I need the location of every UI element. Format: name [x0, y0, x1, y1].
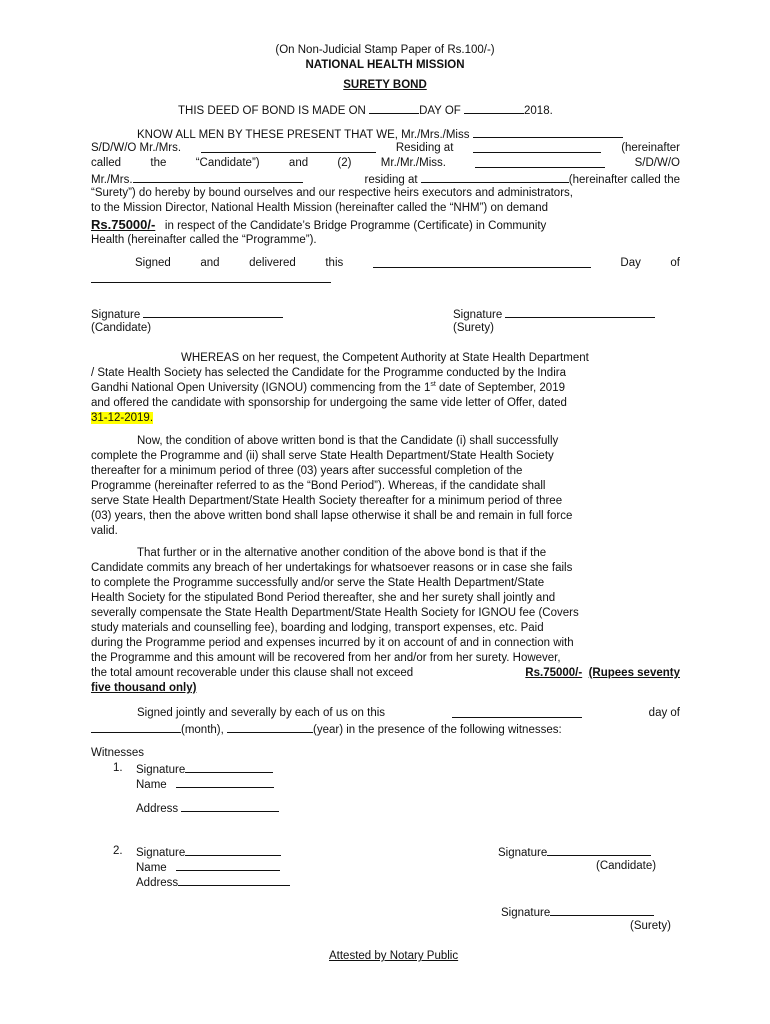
notary-attestation: Attested by Notary Public — [329, 950, 459, 962]
surety-role-top: (Surety) — [453, 322, 494, 334]
witness-1-number: 1. — [113, 762, 123, 774]
candidate-parent-blank — [201, 141, 376, 153]
deed-day-of-text: DAY OF — [419, 105, 461, 117]
amount-in-words-cont: five thousand only) — [91, 682, 197, 694]
whereas-paragraph — [91, 351, 680, 426]
parties-line-4b: residing at — [364, 174, 418, 186]
witness-2-number: 2. — [113, 845, 123, 857]
witness-2-signature-label: Signature — [136, 847, 186, 859]
condition-line-7: valid. — [91, 525, 118, 537]
parties-line-8: Health (hereinafter called the “Programme”). — [91, 234, 317, 246]
breach-line-8: the Programme and this amount will be recovered from her and/or from her surety. However, — [91, 652, 561, 664]
signed-word-5: Day — [620, 257, 641, 269]
condition-line-4: Programme (hereinafter referred to as the “Bond Period”). Whereas, if the candidate shall — [91, 480, 546, 492]
month-label: (month), — [181, 724, 224, 736]
signed-word-4: this — [325, 257, 344, 269]
candidate-role-bottom: (Candidate) — [596, 860, 657, 872]
parties-line-6: to the Mission Director, National Health Mission (hereinafter called the “NHM”) on demand — [91, 202, 549, 214]
deed-month-blank — [464, 102, 524, 114]
breach-line-1: That further or in the alternative another condition of the above bond is that if the — [137, 547, 547, 559]
parties-paragraph — [91, 126, 680, 248]
stamp-note: (On Non-Judicial Stamp Paper of Rs.100/-) — [275, 44, 495, 56]
signed-word-6: of — [670, 257, 680, 269]
jointly-line-1b: day of — [648, 707, 680, 719]
whereas-line-1: WHEREAS on her request, the Competent Authority at State Health Department — [181, 352, 589, 364]
breach-line-5: severally compensate the State Health Department/State Health Society for IGNOU fee (Covers — [91, 607, 579, 619]
witnesses-heading: Witnesses — [91, 747, 145, 759]
jointly-date-blank — [452, 706, 582, 718]
parties-line-5: “Surety”) do hereby by bound ourselves and our respective heirs executors and administrators, — [91, 187, 573, 199]
candidate-role-top: (Candidate) — [91, 322, 152, 334]
signed-delivered-line — [91, 256, 680, 286]
candidate-address-blank — [473, 141, 601, 153]
witness-2-name-blank — [176, 859, 280, 871]
witness-1-address-blank — [181, 800, 279, 812]
jointly-paragraph — [91, 706, 680, 736]
surety-signature-bottom-blank — [550, 904, 654, 916]
breach-line-4: Health Society for the stipulated Bond Period thereafter, she and her surety shall jointly and — [91, 592, 556, 604]
parties-line-7: in respect of the Candidate’s Bridge Programme (Certificate) in Community — [164, 220, 547, 232]
witness-2-address-label: Address — [136, 877, 179, 889]
parties-line-2a: S/D/W/O Mr./Mrs. — [91, 142, 182, 154]
jointly-line-1a: Signed jointly and severally by each of us on this — [137, 707, 386, 719]
candidate-signature-blank — [143, 306, 283, 318]
year-label: (year) in the presence of the following witnesses: — [313, 724, 562, 736]
whereas-sup: st — [430, 381, 436, 389]
max-recoverable-amount: Rs.75000/- — [525, 667, 583, 679]
parties-line-3d: and — [288, 157, 309, 169]
whereas-line-2: / State Health Society has selected the Candidate for the Programme conducted by the Indira — [91, 367, 566, 379]
month-blank — [91, 721, 181, 733]
witness-1-name-label: Name — [136, 779, 167, 791]
candidate-signature-label: Signature — [91, 309, 141, 321]
parties-line-3b: the — [150, 157, 167, 169]
candidate-name-blank — [473, 126, 623, 138]
breach-line-3: to complete the Programme successfully and/or serve the State Health Department/State — [91, 577, 545, 589]
parties-line-4c: (hereinafter called the — [568, 174, 680, 186]
surety-signature-label: Signature — [453, 309, 503, 321]
witness-1-signature-label: Signature — [136, 764, 186, 776]
parties-line-3f: Mr./Mr./Miss. — [380, 157, 446, 169]
signed-word-2: and — [200, 257, 220, 269]
candidate-signature-bottom-blank — [547, 844, 651, 856]
witness-1-address-label: Address — [136, 803, 179, 815]
document-title: SURETY BOND — [343, 79, 427, 91]
surety-role-bottom: (Surety) — [630, 920, 671, 932]
signed-word-3: delivered — [249, 257, 296, 269]
witness-2-address-blank — [178, 874, 290, 886]
witness-1-signature-blank — [185, 761, 273, 773]
organization-title: NATIONAL HEALTH MISSION — [305, 59, 465, 71]
condition-line-6: (03) years, then the above written bond shall lapse otherwise it shall be and remain in full force — [91, 510, 573, 522]
parties-line-3a: called — [91, 157, 122, 169]
delivery-place-blank — [91, 271, 331, 283]
surety-signature-blank — [505, 306, 655, 318]
condition-line-2: complete the Programme and (ii) shall serve State Health Department/State Health Society — [91, 450, 554, 462]
parties-line-2b: Residing at — [395, 142, 454, 154]
whereas-line-3 — [91, 381, 680, 396]
breach-line-9: the total amount recoverable under this clause shall not exceed — [91, 667, 414, 679]
offer-date: 31-12-2019. — [91, 412, 154, 424]
witness-1-name — [136, 776, 274, 793]
amount-in-words: (Rupees seventy — [588, 667, 680, 679]
witness-1-name-blank — [176, 776, 274, 788]
condition-line-3: thereafter for a minimum period of three (03) years after successful completion of the — [91, 465, 523, 477]
breach-line-6: study materials and counselling fee), boarding and lodging, transport expenses, etc. Paid — [91, 622, 544, 634]
parties-line-4a: Mr./Mrs. — [91, 174, 133, 186]
witness-2-signature-blank — [185, 844, 281, 856]
deed-year-text: 2018. — [524, 105, 553, 117]
surety-signature-bottom-label: Signature — [501, 907, 551, 919]
whereas-line-3b: date of September, 2019 — [435, 382, 565, 394]
bond-amount: Rs.75000/- — [91, 217, 156, 232]
breach-line-2: Candidate commits any breach of her undertakings for whatsoever reasons or in case she fails — [91, 562, 573, 574]
surety-parent-blank — [133, 171, 303, 183]
parties-line-3c: “Candidate”) — [195, 157, 260, 169]
condition-paragraph — [91, 434, 680, 539]
parties-line-3e: (2) — [337, 157, 352, 169]
witness-1-address — [136, 800, 279, 817]
deed-line — [178, 102, 553, 119]
deed-date-blank — [369, 102, 419, 114]
witness-2-name-label: Name — [136, 862, 167, 874]
surety-name-blank — [475, 156, 605, 168]
year-blank — [227, 721, 313, 733]
deed-start-text: THIS DEED OF BOND IS MADE ON — [178, 105, 366, 117]
condition-line-1: Now, the condition of above written bond is that the Candidate (i) shall successfully — [137, 435, 559, 447]
candidate-signature-bottom-label: Signature — [498, 847, 548, 859]
parties-line-3g: S/D/W/O — [634, 157, 680, 169]
condition-line-5: serve State Health Department/State Health Society thereafter for a minimum period of three — [91, 495, 563, 507]
parties-line-1: KNOW ALL MEN BY THESE PRESENT THAT WE, Mr./Mrs./Miss — [137, 129, 470, 141]
breach-line-7: during the Programme period and expenses incurred by it on account of and in connection with — [91, 637, 574, 649]
parties-line-2c: (hereinafter — [621, 142, 680, 154]
surety-address-blank — [421, 171, 569, 183]
witness-2-address — [136, 874, 290, 891]
breach-paragraph — [91, 546, 680, 696]
whereas-line-4: and offered the candidate with sponsorship for undergoing the same vide letter of Offer, dated — [91, 397, 567, 409]
delivery-date-blank — [373, 256, 591, 268]
whereas-line-3a: Gandhi National Open University (IGNOU) commencing from the 1 — [91, 382, 431, 394]
signed-word-1: Signed — [135, 257, 171, 269]
